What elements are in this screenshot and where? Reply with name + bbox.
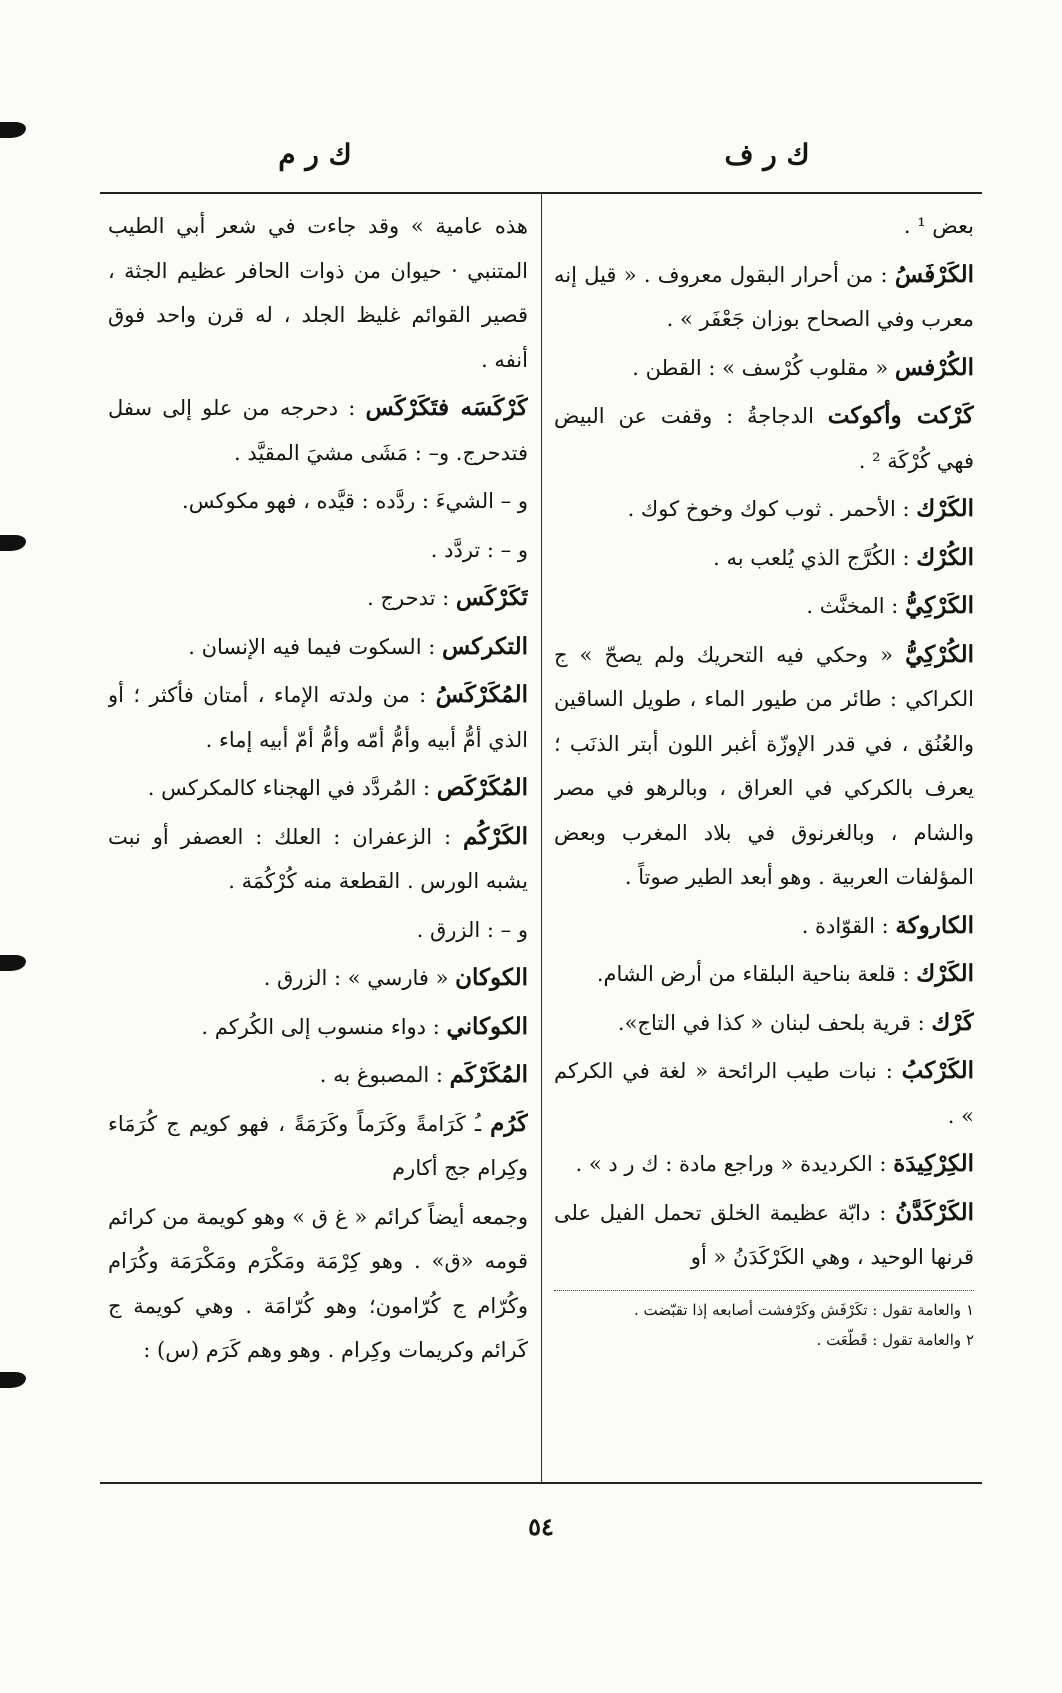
dictionary-page [100, 120, 982, 1560]
dictionary-entry [108, 528, 528, 573]
entry-headword: الكُرْفس [894, 353, 974, 381]
dictionary-entry [554, 536, 974, 581]
entry-headword: كَرْكت وأكوكت [827, 402, 974, 429]
binding-mark [0, 1372, 26, 1388]
left-entries [108, 204, 528, 1373]
header-root-right: ك ر ف [724, 138, 810, 171]
entry-headword: الكَرْكُم [462, 822, 528, 850]
bottom-rule [100, 1482, 982, 1484]
entry-headword: الكُرْكِيُّ [905, 640, 974, 668]
right-column [554, 204, 974, 1474]
footnote-separator [554, 1290, 974, 1291]
entry-headword: الكَرْك [916, 960, 974, 987]
dictionary-entry [108, 204, 528, 382]
binding-mark [0, 122, 26, 138]
entry-definition: : من أحرار البقول معروف . « قيل إنه معرب وفي الصحاح بوزان جَعْفَر » . [554, 262, 974, 331]
entry-definition: « فارسي » : الزرق . [263, 966, 449, 990]
column-separator [541, 194, 542, 1482]
footnote: ٢ والعامة تقول : قَطّعَت . [816, 1330, 974, 1349]
entry-definition: : المخنَّث . [806, 594, 899, 618]
entry-headword: المُكَرْكَص [436, 774, 528, 801]
entry-definition: الدجاجةُ : وقفت عن البيض فهي كُرْكَة ² . [554, 404, 974, 473]
entry-definition: « وحكي فيه التحريك ولم يصحّ » ج الكراكي : طائر من طيور الماء ، طويل الساقين والعُنُق ، في قدر الإوزّة أغبر اللون أبتر الذنَب ؛ يعرف بالكركي في العراق ، وبالرهو في مصر والشام ، وبالغرنوق في بلاد المغرب وبعض المؤلفات العربية . وهو أبعد الطير صوتاً . [554, 642, 974, 889]
footnote: ١ والعامة تقول : تكَرْفَش وكَرْفشت أصابعه إذا تقبّضت . [633, 1300, 974, 1319]
dictionary-entry [554, 904, 974, 949]
entry-definition: « مقلوب كُرْسف » : القطن . [632, 355, 889, 380]
header-root-left: ك ر م [278, 138, 352, 171]
entry-headword: الكِرْكِيدَة [893, 1150, 974, 1177]
dictionary-entry [554, 204, 974, 249]
dictionary-entry [554, 633, 974, 900]
entry-definition: : القوّادة . [801, 913, 889, 938]
dictionary-entry [108, 1053, 528, 1098]
entry-definition: : الكُرَّج الذي يُلعب به . [713, 545, 910, 570]
dictionary-entry [108, 815, 528, 904]
entry-definition: و – : الزرق . [416, 917, 528, 942]
entry-definition: و – : تردَّد . [430, 537, 528, 562]
entry-headword: كَرُم [490, 1109, 528, 1137]
dictionary-entry [554, 584, 974, 629]
entry-definition: ـُ كَرَامةً وكَرَماً وكَرَمَةً ، فهو كويم ج كُرَمَاء وكِرام جج أكارم [108, 1111, 528, 1180]
entry-headword: الكَرْكبُ [901, 1057, 974, 1084]
entry-headword: الكُرْك [916, 543, 974, 571]
entry-definition: : من ولدته الإماء ، أمتان فأكثر ؛ أو الذي أمُّ أبيه وأمُّ أمّه وأمُّ أمّ أبيه إماء . [108, 683, 528, 752]
dictionary-entry [554, 1191, 974, 1280]
dictionary-entry [554, 1001, 974, 1046]
entry-headword: الكوكاني [446, 1012, 528, 1040]
entry-definition: : دواء منسوب إلى الكُركم . [201, 1014, 440, 1039]
dictionary-entry [108, 479, 528, 524]
binding-mark [0, 955, 26, 971]
dictionary-entry [108, 673, 528, 762]
dictionary-entry [108, 766, 528, 811]
dictionary-entry [108, 1195, 528, 1373]
entry-definition: : الزعفران : العلك : العصفر أو نبت يشبه الورس . القطعة منه كُرْكُمَة . [108, 824, 528, 893]
dictionary-entry [554, 253, 974, 342]
running-headers [100, 138, 982, 188]
entry-definition: : تدحرج . [367, 586, 450, 610]
entry-definition: : دحرجه من علو إلى سفل فتدحرج. و– : مَشَى مشيَ المقيَّد . [108, 396, 528, 465]
entry-definition: : قلعة بناحية البلقاء من أرض الشام. [596, 962, 910, 986]
dictionary-entry [108, 1102, 528, 1191]
entry-headword: الكَرْك [916, 495, 974, 522]
entry-definition: : الأحمر . ثوب كوك وخوخ كوك . [627, 497, 910, 521]
entry-headword: المُكَرْكَم [449, 1061, 528, 1088]
dictionary-entry [554, 952, 974, 997]
entry-definition: : قرية بلحف لبنان « كذا في التاج». [617, 1010, 925, 1035]
right-entries [554, 204, 974, 1280]
dictionary-entry [108, 1005, 528, 1050]
entry-definition: : المُردَّد في الهجناء كالمكركس . [147, 776, 431, 800]
entry-definition: بعض ¹ . [903, 214, 974, 238]
dictionary-entry [108, 386, 528, 475]
entry-headword: المُكَرْكَسُ [435, 681, 528, 708]
entry-headword: كَرْكَسَه فتَكَرْكَس [365, 394, 528, 421]
dictionary-entry [108, 625, 528, 670]
binding-mark [0, 535, 26, 551]
dictionary-entry [554, 1049, 974, 1138]
entry-definition: و – الشيءَ : ردَّده : قيَّده ، فهو مكوكس. [182, 489, 528, 513]
dictionary-entry [108, 908, 528, 953]
dictionary-entry [554, 346, 974, 391]
dictionary-entry [554, 394, 974, 483]
entry-headword: الكوكان [455, 964, 528, 991]
entry-definition: : المصبوغ به . [319, 1063, 443, 1087]
entry-definition: : نبات طيب الرائحة « لغة في الكركم » . [554, 1059, 974, 1128]
entry-definition: وجمعه أيضاً كرائم « غ ق » وهو كويمة من كرائم قومه «ق» . وهو كِرْمَة ومَكْرَم ومَكْرَمَة وكُرَام وكُرّام ج كُرّامون؛ وهو كُرّامَة . وهي كويمة ج كَرائم وكريمات وكِرام . وهو وهم كَرَم (س) : [108, 1204, 528, 1362]
page-number: ٥٤ [528, 1512, 554, 1541]
entry-definition: : دابّة عظيمة الخلق تحمل الفيل على قرنها الوحيد ، وهي الكَرْكَدَنُ « أو [554, 1200, 974, 1269]
entry-definition: : الكرديدة « وراجع مادة : ك ر د » . [575, 1152, 887, 1176]
entry-headword: تَكَرْكَس [455, 584, 528, 611]
dictionary-entry [554, 487, 974, 532]
entry-definition: هذه عامية » وقد جاءت في شعر أبي الطيب المتنبي · حيوان من ذوات الحافر عظيم الجثة ، قصير القوائم غليظ الجلد ، له قرن واحد فوق أنفه . [108, 214, 528, 372]
dictionary-entry [108, 576, 528, 621]
entry-headword: الكاروكة [895, 911, 974, 939]
entry-headword: الكَرْكِيُّ [905, 592, 974, 619]
left-column [108, 204, 528, 1474]
footnotes [554, 1297, 974, 1353]
entry-headword: الكَرْكَدَّنُ [895, 1198, 974, 1226]
dictionary-entry [108, 956, 528, 1001]
entry-headword: التكركس [441, 632, 528, 660]
dictionary-entry [554, 1142, 974, 1187]
entry-headword: الكَرْفَسُ [894, 260, 974, 288]
entry-headword: كَرْك [931, 1008, 974, 1036]
entry-definition: : السكوت فيما فيه الإنسان . [188, 634, 436, 659]
